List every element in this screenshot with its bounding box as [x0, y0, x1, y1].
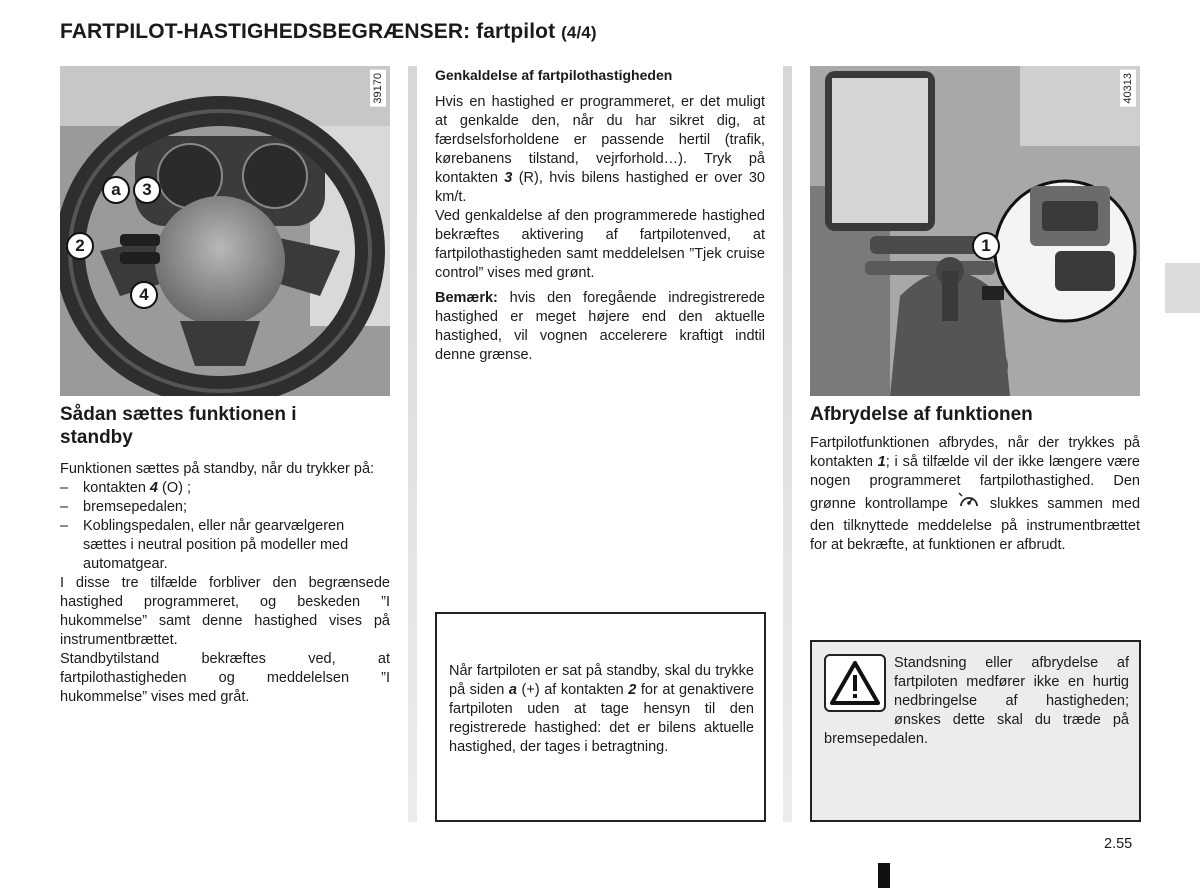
switch-key: 3	[504, 170, 513, 186]
center-console-image	[810, 66, 1140, 396]
switch-key: 4	[149, 480, 158, 496]
switch-key: 1	[877, 454, 886, 470]
list-item: – Koblingspedalen, eller når gearvælgeren sættes i neutral position på modeller med automatgear.	[60, 518, 349, 572]
recall-note: Bemærk: hvis den foregående indregistrerede hastighed er meget højere end den aktuelle hastighed, vil vognen accelerere kraftigt indtil denne grænse.	[435, 290, 765, 363]
recall-para1: Hvis en hastighed er programmeret, er det muligt at genkalde den, når du har sikret dig, at færdselsforholdene er passende hertil (trafik, kørebanens tilstand, vejrforhold…). Tryk på kontakten 3 (R), hvis bilens hastighed er over 30 km/t.	[435, 94, 765, 205]
stop-body: Fartpilotfunktionen afbrydes, når der trykkes på kontakten 1; i så tilfælde vil der ikke længere være nogen programmeret fartpilothastighed. Den grønne kontrollampe slukkes sammen med den tilknyttede meddelelse på instrumentbrættet for at bekræfte, at funktionen er afbrudt.	[810, 435, 1141, 553]
recall-heading: Genkaldelse af fartpilothastigheden	[435, 67, 673, 83]
figure-ref-number: 40313	[1120, 70, 1136, 107]
warning-text: Standsning eller afbrydelse af fartpiloten medfører ikke en hurtig nedbringelse af hastigheden; ønskes dette skal du træde på bremsepedalen.	[824, 655, 1129, 747]
callout-4: 4	[130, 281, 158, 309]
column-divider	[783, 66, 792, 822]
switch-key: 2	[628, 682, 637, 698]
standby-heading: Sådan sættes funktionen i standby	[60, 404, 297, 448]
list-item: – kontakten 4 (O) ;	[60, 480, 192, 496]
steering-wheel-image	[60, 66, 390, 396]
figure-ref-number: 39170	[370, 70, 386, 107]
recall-section	[435, 66, 765, 365]
switch-key: a	[508, 682, 517, 698]
standby-para1: I disse tre tilfælde forbliver den begrænsede hastighed programmeret, og beskeden ”I hukommelse” samt denne hastighed vises på instrumentbrættet.	[60, 575, 390, 648]
footer-mark	[878, 863, 890, 888]
recall-para2: Ved genkaldelse af den programmerede hastighed bekræftes aktivering af fartpilotenved, at fartpilothastigheden samt meddelelsen ”Tjek cruise control” vises med grønt.	[435, 208, 765, 281]
stop-heading: Afbrydelse af funktionen	[810, 404, 1033, 425]
standby-intro: Funktionen sættes på standby, når du trykker på:	[60, 461, 375, 477]
info-box-text: Når fartpiloten er sat på standby, skal du trykke på siden a (+) af kontakten 2 for at genaktivere fartpiloten uden at tage hensyn til den registrerede hastighed: det er bilens aktuelle hastighed, der tages i betragtning.	[449, 663, 754, 755]
callout-a: a	[102, 176, 130, 204]
callout-2: 2	[66, 232, 94, 260]
column-divider	[408, 66, 417, 822]
callout-1: 1	[972, 232, 1000, 260]
info-box	[435, 612, 766, 822]
page-part: (4/4)	[561, 23, 597, 42]
callout-3: 3	[133, 176, 161, 204]
cruise-control-lamp-icon	[957, 491, 981, 517]
section-tab	[1165, 263, 1200, 313]
page-number: 2.55	[1104, 836, 1133, 852]
warning-box	[810, 640, 1141, 822]
page-title: FARTPILOT-HASTIGHEDSBEGRÆNSER: fartpilot (4/4)	[60, 20, 597, 43]
standby-body	[60, 460, 390, 707]
standby-para2: Standbytilstand bekræftes ved, at fartpilothastigheden og meddelelsen ”I hukommelse” vises med gråt.	[60, 651, 390, 705]
list-item: – bremsepedalen;	[60, 499, 187, 515]
